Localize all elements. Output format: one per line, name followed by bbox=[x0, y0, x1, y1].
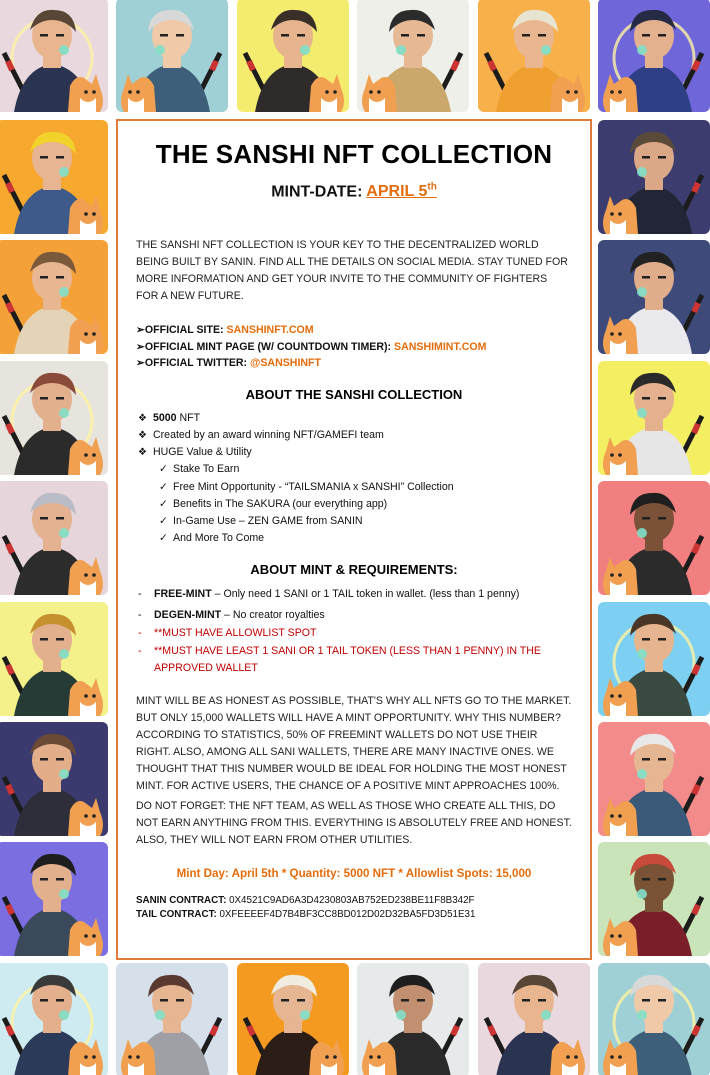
list-item: ✓ Stake To Earn bbox=[159, 461, 572, 478]
mint-requirements-list bbox=[136, 586, 572, 677]
diamond-bullet-icon: ❖ bbox=[138, 430, 147, 442]
about-heading: ABOUT THE SANSHI COLLECTION bbox=[245, 386, 463, 402]
intro-paragraph: THE SANSHI NFT COLLECTION IS YOUR KEY TO THE DECENTRALIZED WORLD BEING BUILT BY SANIN. FIND ALL THE DETAILS ON SOCIAL MEDIA. STAY TUNED FOR MORE INFORMATION AND GET YOUR INVITE TO THE COMMUNITY OF FIGHTERS FOR A NEW FUTURE. bbox=[136, 239, 568, 303]
mint-date-label: MINT-DATE: bbox=[271, 183, 363, 201]
check-icon: ✓ bbox=[159, 463, 168, 476]
official-site-row: ➢OFFICIAL SITE: SANSHINFT.COM bbox=[136, 324, 314, 337]
list-item: ✓ Free Mint Opportunity - “TAILSMANIA x SANSHI” Collection bbox=[159, 479, 572, 496]
list-item: ❖ Created by an award winning NFT/GAMEFI team bbox=[136, 427, 572, 444]
artwork-tile bbox=[598, 361, 710, 475]
mint-explanation-paragraph: MINT WILL BE AS HONEST AS POSSIBLE, THAT'S WHY ALL NFTS GO TO THE MARKET. BUT ONLY 15,000 WALLETS WILL HAVE A MINT OPPORTUNITY. WHY THIS NUMBER? ACCORDING TO STATISTICS, 50% OF FREEMINT WALLETS DO NOT USE THEIR RIGHT. ALSO, AMONG ALL SANI WALLETS, THERE ARE MANY INACTIVE ONES. WE THOUGHT THAT THIS NUMBER WOULD BE IDEAL FOR HOLDING THE MOST HONEST MINT. FOR ACTIVE USERS, THE CHANCE OF A POSITIVE MINT APPROACHES 100%. bbox=[136, 695, 572, 793]
artwork-tile bbox=[598, 481, 710, 595]
artwork-tile bbox=[0, 120, 108, 234]
sanin-contract-row: SANIN CONTRACT: 0X4521C9AD6A3D4230803AB752ED238BE11F8B342F bbox=[136, 895, 475, 907]
artwork-tile bbox=[598, 240, 710, 354]
artwork-tile bbox=[598, 602, 710, 716]
artwork-tile bbox=[0, 842, 108, 956]
list-item: ✓ Benefits in The SAKURA (our everything app) bbox=[159, 496, 572, 513]
list-item: - DEGEN-MINT – No creator royalties bbox=[138, 608, 325, 621]
check-icon: ✓ bbox=[159, 480, 168, 493]
artwork-tile bbox=[0, 963, 108, 1075]
artwork-tile bbox=[0, 361, 108, 475]
mint-page-row: ➢OFFICIAL MINT PAGE (W/ COUNTDOWN TIMER): SANSHIMINT.COM bbox=[136, 340, 487, 353]
artwork-tile bbox=[598, 0, 710, 112]
list-item: ✓ And More To Come bbox=[159, 530, 572, 547]
arrow-icon: ➢ bbox=[136, 357, 145, 370]
collection-flyer bbox=[116, 119, 592, 960]
list-item: - FREE-MINT – Only need 1 SANI or 1 TAIL token in wallet. (less than 1 penny) bbox=[138, 588, 520, 601]
artwork-tile bbox=[116, 0, 228, 112]
arrow-icon: ➢ bbox=[136, 324, 145, 337]
contract-addresses bbox=[136, 894, 572, 922]
artwork-tile bbox=[478, 963, 590, 1075]
artwork-tile bbox=[598, 120, 710, 234]
artwork-tile bbox=[357, 0, 469, 112]
artwork-tile bbox=[237, 963, 349, 1075]
artwork-tile bbox=[0, 722, 108, 836]
diamond-bullet-icon: ❖ bbox=[138, 447, 147, 459]
arrow-icon: ➢ bbox=[136, 340, 145, 353]
list-item: - **MUST HAVE LEAST 1 SANI OR 1 TAIL TOKEN (LESS THAN 1 PENNY) IN THE APPROVED WALLET bbox=[138, 645, 541, 675]
artwork-tile bbox=[598, 963, 710, 1075]
mint-date bbox=[136, 182, 572, 201]
mint-heading: ABOUT MINT & REQUIREMENTS: bbox=[250, 562, 458, 578]
utility-list bbox=[159, 461, 572, 547]
artwork-tile bbox=[357, 963, 469, 1075]
disclaimer-paragraph: DO NOT FORGET: THE NFT TEAM, AS WELL AS THOSE WHO CREATE ALL THIS, DO NOT EARN ANYTHING FROM THIS. EVERYTHING IS ABSOLUTELY FREE AND HONEST. ALSO, THEY WILL NOT EARN FROM OTHER UTILITIES. bbox=[136, 800, 572, 847]
official-site-link[interactable]: SANSHINFT.COM bbox=[226, 324, 314, 337]
artwork-tile bbox=[116, 963, 228, 1075]
mint-summary: Mint Day: April 5th * Quantity: 5000 NFT * Allowlist Spots: 15,000 bbox=[176, 867, 532, 881]
artwork-tile bbox=[237, 0, 349, 112]
diamond-bullet-icon: ❖ bbox=[138, 412, 147, 424]
mint-page-link[interactable]: SANSHIMINT.COM bbox=[394, 340, 487, 353]
artwork-tile bbox=[598, 722, 710, 836]
artwork-tile bbox=[0, 602, 108, 716]
list-item: ✓ In-Game Use – ZEN GAME from SANIN bbox=[159, 513, 572, 530]
feature-list bbox=[136, 410, 572, 548]
check-icon: ✓ bbox=[159, 515, 168, 528]
artwork-tile bbox=[598, 842, 710, 956]
page-title: THE SANSHI NFT COLLECTION bbox=[155, 139, 553, 169]
check-icon: ✓ bbox=[159, 497, 168, 510]
mint-date-suffix: th bbox=[427, 182, 437, 193]
tail-contract-row: TAIL CONTRACT: 0XFEEEEF4D7B4BF3CC8BD012D02D32BA5FD3D51E31 bbox=[136, 909, 476, 921]
artwork-tile bbox=[0, 0, 108, 112]
tail-contract-address[interactable]: 0XFEEEEF4D7B4BF3CC8BD012D02D32BA5FD3D51E31 bbox=[219, 909, 476, 921]
artwork-tile bbox=[0, 481, 108, 595]
twitter-row: ➢OFFICIAL TWITTER: @SANSHINFT bbox=[136, 357, 321, 370]
check-icon: ✓ bbox=[159, 532, 168, 545]
list-item: - **MUST HAVE ALLOWLIST SPOT bbox=[138, 626, 317, 639]
official-links bbox=[136, 322, 572, 372]
mint-date-value: APRIL 5th bbox=[366, 182, 437, 201]
artwork-tile bbox=[478, 0, 590, 112]
list-item: ❖ 5000 NFT bbox=[136, 410, 572, 427]
list-item: ❖ HUGE Value & Utility ✓ Stake To Earn ✓ Free Mint Opportunity - “TAILSMANIA x SANSHI” Collection ✓ Benefits in The SAKURA (our everything app) ✓ In-Game Use – ZEN GAME from SANIN ✓ And More To Come bbox=[136, 444, 572, 547]
twitter-link[interactable]: @SANSHINFT bbox=[250, 357, 321, 370]
sanin-contract-address[interactable]: 0X4521C9AD6A3D4230803AB752ED238BE11F8B342F bbox=[229, 895, 475, 907]
artwork-tile bbox=[0, 240, 108, 354]
